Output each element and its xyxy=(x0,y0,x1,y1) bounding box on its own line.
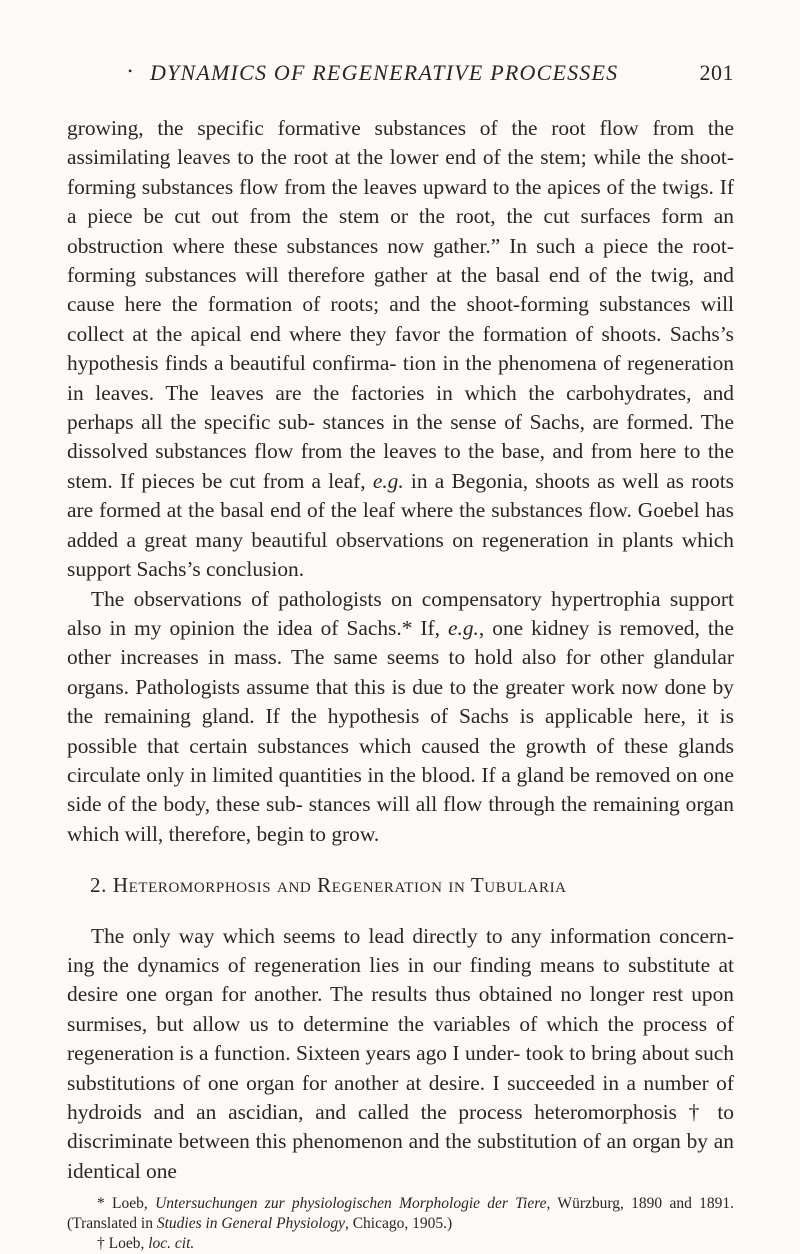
footnotes xyxy=(67,1194,734,1254)
section-title: Heteromorphosis and Regeneration in Tubularia xyxy=(112,873,567,898)
footnote-2-prefix: † Loeb, xyxy=(97,1235,149,1253)
paragraph-1-text-a: growing, the specific formative substances of the root flow from the assimilating leaves to the root at the lower end of the stem; while the shoot-forming substances flow from the leaves upward to the apices of the twigs. If a piece be cut out from the stem or the root, the cut surfaces form an obstruction where these substances now gather.” In such a piece the root-forming substances will therefore gather at the basal end of the twig, and cause here the formation of roots; and the shoot-forming substances will collect at the apical end where they favor the formation of shoots. Sachs’s hypothesis finds a beautiful confirma- tion in the phenomena of regeneration in leaves. The leaves are the factories in which the carbohydrates, and perhaps all the specific sub- stances in the sense of Sachs, are formed. The dissolved substances flow from the leaves to the base, and from here to the stem. If pieces be cut from a leaf, xyxy=(67,116,734,493)
footnote-1-middle: , Würzburg, 1890 and 1891. (Translated in xyxy=(67,1195,734,1233)
paragraph-2-text-b: , one kidney is removed, the other increases in mass. The same seems to hold also for other glandular organs. Pathologists assume that this is due to the greater work now done by the remaining gland. If the hypothesis of Sachs is applicable here, it is possible that certain substances which caused the growth of these glands circulate only in limited quantities in the blood. If a gland be removed on one side of the body, these sub- stances will all flow through the remaining organ which will, therefore, begin to grow. xyxy=(67,615,734,846)
paragraph-1 xyxy=(67,114,734,585)
running-header xyxy=(67,60,734,90)
paragraph-3: The only way which seems to lead directly to any information concern- ing the dynamics of regeneration lies in our finding means to substitute at desire one organ for another. The results thus obtained no longer rest upon surmises, but allow us to determine the variables of which the process of regeneration is a function. Sixteen years ago I under- took to bring about such substitutions of one organ for another at desire. I succeeded in a number of hydroids and an ascidian, and called the process heteromorphosis † to discriminate between this phenomenon and the substitution of an organ by an identical one xyxy=(67,923,734,1183)
printer-mark: • xyxy=(128,64,133,78)
body-text xyxy=(67,114,734,1186)
paragraph-2-text-a: The observations of pathologists on compensatory hypertrophia support also in my opinion the idea of Sachs.* If, xyxy=(67,586,734,640)
page-number: 201 xyxy=(699,60,734,85)
footnote-2-ref: loc. cit. xyxy=(148,1235,195,1253)
footnote-1 xyxy=(67,1194,734,1234)
footnote-2 xyxy=(67,1234,734,1254)
footnote-1-suffix: , Chicago, 1905.) xyxy=(344,1215,453,1233)
paragraph-1-eg: e.g. xyxy=(372,468,404,493)
paragraph-1-text-b: in a Begonia, shoots as well as roots are formed at the basal end of the leaf where the substances flow. Goebel has added a great many beautiful observations on regeneration in plants which support Sachs’s conclusion. xyxy=(67,468,734,582)
section-number: 2. xyxy=(90,873,107,898)
footnote-1-title: Untersuchungen zur physiologischen Morphologie der Tiere xyxy=(155,1195,547,1213)
footnote-1-prefix: * Loeb, xyxy=(97,1195,156,1213)
paragraph-2-eg: e.g. xyxy=(448,615,479,640)
section-heading xyxy=(90,871,734,900)
running-title: DYNAMICS OF REGENERATIVE PROCESSES xyxy=(150,60,619,85)
footnote-1-translation: Studies in General Physiology xyxy=(156,1215,345,1233)
paragraph-2 xyxy=(67,585,734,850)
